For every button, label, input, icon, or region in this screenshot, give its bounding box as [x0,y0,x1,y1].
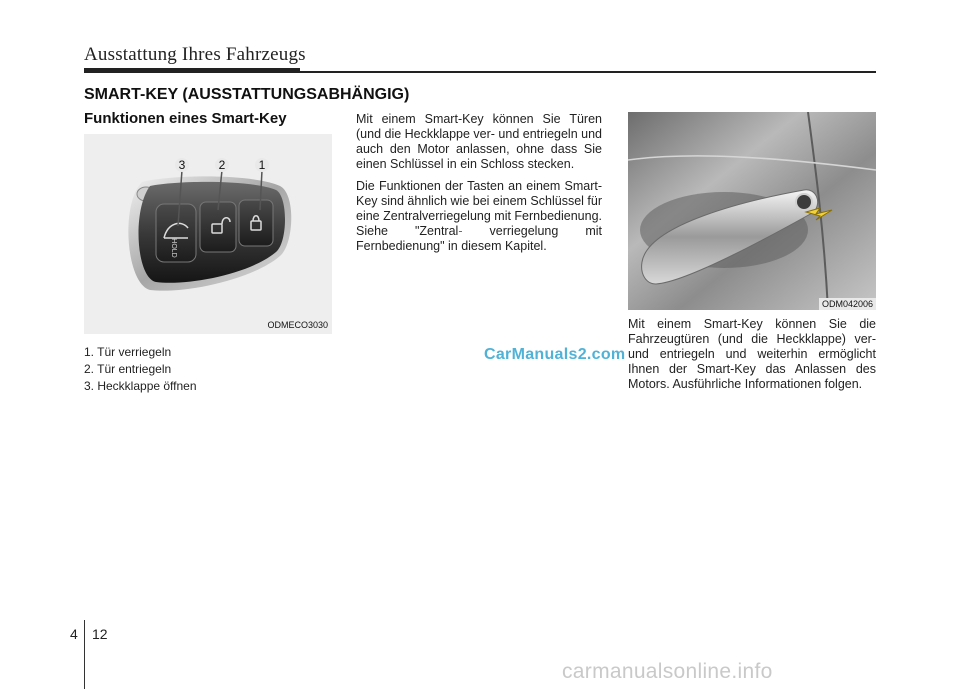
paragraph [356,179,602,254]
paragraph-main: Die Funktionen der Tasten an einem Smart-Key sind ähnlich wie bei einem Schlüssel für eine Zentralverriegelung mit Fernbedienung. Siehe "Zentral [356,179,602,238]
key-button-lock [239,200,273,246]
page-number: 12 [92,626,108,642]
paragraph: Mit einem Smart-Key können Sie Türen (und die Heckklappe ver- und entriegeln und auch den Motor anlassen, ohne dass Sie einen Schlüssel in ein Schloss stecken. [356,112,602,171]
header-rule [84,71,876,73]
header-title: Ausstattung Ihres Fahrzeugs [84,44,306,65]
handle-button [796,194,812,210]
figure-code: ODM042006 [819,298,876,310]
callout-2: 2 [218,158,226,172]
callout-3: 3 [178,158,186,172]
door-handle-illustration [628,112,876,310]
smart-key-illustration [84,134,332,334]
paragraph: Mit einem Smart-Key können Sie die Fahrzeugtüren (und die Heckklappe) ver- und entriegeln und weiterhin ermöglicht Ihnen der Smart-Key das Anlassen des Motors. Ausführliche Informationen folgen. [628,317,876,391]
site-watermark: CarManuals2.com [484,346,626,363]
page-divider [84,620,85,689]
subheading: Funktionen eines Smart-Key [84,110,287,127]
text-column-middle [356,112,602,254]
list-item: 1. Tür verriegeln [84,345,172,359]
list-item: 3. Heckklappe öffnen [84,379,197,393]
section-title: SMART-KEY (AUSSTATTUNGSABHÄNGIG) [84,86,410,103]
paragraph-rest: verriegelung mit Fernbedienung" in diesem Kapitel. [356,224,602,253]
footer-watermark: carmanualsonline.info [562,660,773,683]
key-button-hold-label: HOLD [170,238,177,258]
door-handle-figure [628,112,876,310]
smart-key-figure [84,134,332,334]
figure-code: ODMECO3030 [267,320,328,330]
list-item: 2. Tür entriegeln [84,362,172,376]
chapter-number: 4 [70,626,78,642]
callout-1: 1 [258,158,266,172]
hyphen-mark: - [458,224,463,238]
key-function-list [84,344,197,395]
text-column-right [628,317,876,392]
